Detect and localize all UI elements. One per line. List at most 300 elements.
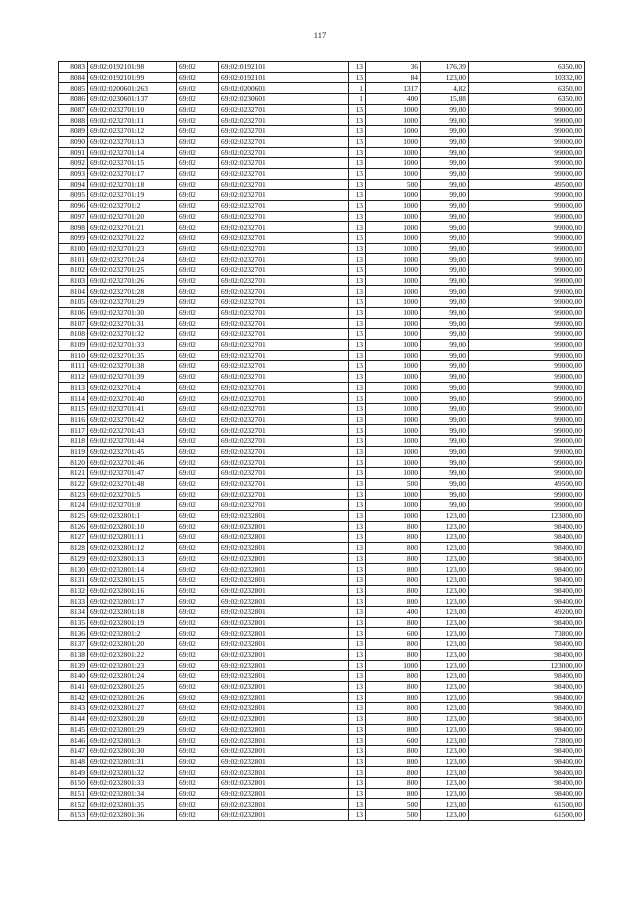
cadastral-quarter-cell: 69:02:0232701 [219,179,349,190]
table-row [59,799,585,810]
region-code-cell: 69:02 [177,200,219,211]
area-cell: 1000 [366,339,421,350]
cadastral-number-cell: 69:02:0232701:13 [88,136,177,147]
cadastral-quarter-cell: 69:02:0232701 [219,147,349,158]
table-row [59,104,585,115]
row-number-cell: 8132 [59,585,88,596]
table-row [59,158,585,169]
cadastral-quarter-cell: 69:02:0232701 [219,478,349,489]
cadastral-value-table [58,61,585,821]
cadastral-number-cell: 69:02:0232801:15 [88,575,177,586]
category-code-cell: 13 [349,243,366,254]
region-code-cell: 69:02 [177,478,219,489]
row-number-cell: 8094 [59,179,88,190]
category-code-cell: 13 [349,147,366,158]
specific-value-cell: 99,00 [421,500,469,511]
area-cell: 1000 [366,361,421,372]
region-code-cell: 69:02 [177,521,219,532]
cadastral-value-cell: 98400,00 [469,788,585,799]
row-number-cell: 8142 [59,692,88,703]
region-code-cell: 69:02 [177,778,219,789]
cadastral-number-cell: 69:02:0232801:19 [88,617,177,628]
row-number-cell: 8121 [59,468,88,479]
category-code-cell: 13 [349,510,366,521]
cadastral-quarter-cell: 69:02:0232701 [219,275,349,286]
category-code-cell: 13 [349,756,366,767]
cadastral-value-cell: 49500,00 [469,179,585,190]
row-number-cell: 8108 [59,329,88,340]
cadastral-number-cell: 69:02:0232801:33 [88,778,177,789]
table-row [59,681,585,692]
cadastral-value-cell: 99000,00 [469,307,585,318]
table-row [59,500,585,511]
area-cell: 1000 [366,489,421,500]
cadastral-value-cell: 99000,00 [469,318,585,329]
cadastral-value-cell: 49500,00 [469,478,585,489]
cadastral-value-cell: 99000,00 [469,329,585,340]
region-code-cell: 69:02 [177,393,219,404]
cadastral-value-cell: 6350,00 [469,94,585,105]
table-row [59,713,585,724]
row-number-cell: 8089 [59,126,88,137]
category-code-cell: 13 [349,585,366,596]
cadastral-number-cell: 69:02:0232701:38 [88,361,177,372]
row-number-cell: 8130 [59,564,88,575]
cadastral-value-cell: 99000,00 [469,457,585,468]
area-cell: 1000 [366,158,421,169]
specific-value-cell: 99,00 [421,104,469,115]
category-code-cell: 13 [349,671,366,682]
cadastral-number-cell: 69:02:0200601:263 [88,83,177,94]
cadastral-quarter-cell: 69:02:0232801 [219,778,349,789]
specific-value-cell: 99,00 [421,179,469,190]
table-row [59,62,585,73]
area-cell: 1000 [366,660,421,671]
table-row [59,297,585,308]
cadastral-value-cell: 98400,00 [469,596,585,607]
region-code-cell: 69:02 [177,222,219,233]
cadastral-value-cell: 98400,00 [469,532,585,543]
area-cell: 800 [366,724,421,735]
cadastral-number-cell: 69:02:0232701:11 [88,115,177,126]
specific-value-cell: 123,00 [421,703,469,714]
cadastral-value-cell: 98400,00 [469,681,585,692]
specific-value-cell: 123,00 [421,810,469,821]
cadastral-number-cell: 69:02:0232701:15 [88,158,177,169]
cadastral-number-cell: 69:02:0232701:48 [88,478,177,489]
cadastral-value-cell: 99000,00 [469,468,585,479]
row-number-cell: 8145 [59,724,88,735]
row-number-cell: 8122 [59,478,88,489]
cadastral-quarter-cell: 69:02:0232801 [219,639,349,650]
row-number-cell: 8148 [59,756,88,767]
category-code-cell: 13 [349,767,366,778]
table-row [59,468,585,479]
region-code-cell: 69:02 [177,94,219,105]
category-code-cell: 13 [349,168,366,179]
cadastral-value-cell: 98400,00 [469,778,585,789]
row-number-cell: 8106 [59,307,88,318]
specific-value-cell: 99,00 [421,382,469,393]
area-cell: 1000 [366,382,421,393]
area-cell: 1000 [366,404,421,415]
table-row [59,222,585,233]
cadastral-quarter-cell: 69:02:0232801 [219,564,349,575]
specific-value-cell: 123,00 [421,585,469,596]
cadastral-value-cell: 99000,00 [469,436,585,447]
table-row [59,553,585,564]
cadastral-number-cell: 69:02:0232801:28 [88,713,177,724]
cadastral-value-cell: 98400,00 [469,703,585,714]
table-row [59,607,585,618]
specific-value-cell: 123,00 [421,660,469,671]
area-cell: 1000 [366,243,421,254]
specific-value-cell: 123,00 [421,713,469,724]
table-row [59,393,585,404]
row-number-cell: 8097 [59,211,88,222]
specific-value-cell: 99,00 [421,371,469,382]
region-code-cell: 69:02 [177,147,219,158]
region-code-cell: 69:02 [177,126,219,137]
cadastral-quarter-cell: 69:02:0232701 [219,382,349,393]
row-number-cell: 8149 [59,767,88,778]
cadastral-quarter-cell: 69:02:0192101 [219,72,349,83]
area-cell: 500 [366,179,421,190]
table-row [59,307,585,318]
specific-value-cell: 99,00 [421,115,469,126]
region-code-cell: 69:02 [177,671,219,682]
region-code-cell: 69:02 [177,639,219,650]
area-cell: 1000 [366,468,421,479]
category-code-cell: 13 [349,778,366,789]
category-code-cell: 13 [349,500,366,511]
row-number-cell: 8098 [59,222,88,233]
area-cell: 1000 [366,168,421,179]
table-row [59,115,585,126]
cadastral-quarter-cell: 69:02:0232701 [219,307,349,318]
table-row [59,200,585,211]
category-code-cell: 13 [349,564,366,575]
region-code-cell: 69:02 [177,489,219,500]
category-code-cell: 13 [349,532,366,543]
table-row [59,628,585,639]
table-row [59,329,585,340]
area-cell: 800 [366,585,421,596]
cadastral-quarter-cell: 69:02:0232701 [219,126,349,137]
cadastral-quarter-cell: 69:02:0232801 [219,724,349,735]
table-row [59,478,585,489]
area-cell: 1000 [366,233,421,244]
category-code-cell: 13 [349,713,366,724]
row-number-cell: 8118 [59,436,88,447]
row-number-cell: 8150 [59,778,88,789]
region-code-cell: 69:02 [177,649,219,660]
specific-value-cell: 99,00 [421,136,469,147]
specific-value-cell: 99,00 [421,275,469,286]
specific-value-cell: 99,00 [421,233,469,244]
area-cell: 800 [366,639,421,650]
row-number-cell: 8136 [59,628,88,639]
category-code-cell: 13 [349,222,366,233]
row-number-cell: 8140 [59,671,88,682]
table-row [59,457,585,468]
cadastral-quarter-cell: 69:02:0232701 [219,457,349,468]
cadastral-value-cell: 73800,00 [469,735,585,746]
cadastral-quarter-cell: 69:02:0232801 [219,703,349,714]
region-code-cell: 69:02 [177,500,219,511]
specific-value-cell: 99,00 [421,350,469,361]
row-number-cell: 8138 [59,649,88,660]
area-cell: 84 [366,72,421,83]
category-code-cell: 13 [349,233,366,244]
table-row [59,136,585,147]
cadastral-number-cell: 69:02:0232701:23 [88,243,177,254]
cadastral-value-cell: 99000,00 [469,371,585,382]
area-cell: 800 [366,681,421,692]
area-cell: 1000 [366,297,421,308]
cadastral-number-cell: 69:02:0232801:36 [88,810,177,821]
table-row [59,692,585,703]
table-row [59,489,585,500]
cadastral-number-cell: 69:02:0232701:12 [88,126,177,137]
row-number-cell: 8107 [59,318,88,329]
table-row [59,446,585,457]
category-code-cell: 13 [349,446,366,457]
specific-value-cell: 99,00 [421,147,469,158]
cadastral-quarter-cell: 69:02:0232701 [219,489,349,500]
area-cell: 1000 [366,190,421,201]
cadastral-number-cell: 69:02:0232801:24 [88,671,177,682]
cadastral-number-cell: 69:02:0232801:17 [88,596,177,607]
region-code-cell: 69:02 [177,767,219,778]
table-row [59,596,585,607]
area-cell: 1000 [366,115,421,126]
row-number-cell: 8152 [59,799,88,810]
category-code-cell: 13 [349,425,366,436]
category-code-cell: 13 [349,136,366,147]
specific-value-cell: 99,00 [421,339,469,350]
category-code-cell: 13 [349,542,366,553]
table-row [59,767,585,778]
area-cell: 1000 [366,510,421,521]
table-row [59,521,585,532]
region-code-cell: 69:02 [177,564,219,575]
table-row [59,617,585,628]
specific-value-cell: 123,00 [421,510,469,521]
area-cell: 1000 [366,436,421,447]
region-code-cell: 69:02 [177,136,219,147]
cadastral-value-cell: 98400,00 [469,564,585,575]
area-cell: 800 [366,575,421,586]
cadastral-number-cell: 69:02:0232701:45 [88,446,177,457]
cadastral-value-cell: 99000,00 [469,190,585,201]
table-row [59,542,585,553]
cadastral-value-cell: 99000,00 [469,254,585,265]
table-row [59,318,585,329]
cadastral-number-cell: 69:02:0232701:10 [88,104,177,115]
region-code-cell: 69:02 [177,810,219,821]
row-number-cell: 8139 [59,660,88,671]
region-code-cell: 69:02 [177,703,219,714]
specific-value-cell: 99,00 [421,425,469,436]
cadastral-number-cell: 69:02:0232701:40 [88,393,177,404]
region-code-cell: 69:02 [177,168,219,179]
table-row [59,126,585,137]
cadastral-number-cell: 69:02:0232701:18 [88,179,177,190]
row-number-cell: 8133 [59,596,88,607]
cadastral-quarter-cell: 69:02:0232701 [219,436,349,447]
category-code-cell: 13 [349,799,366,810]
cadastral-quarter-cell: 69:02:0232701 [219,115,349,126]
region-code-cell: 69:02 [177,158,219,169]
region-code-cell: 69:02 [177,243,219,254]
specific-value-cell: 99,00 [421,361,469,372]
area-cell: 800 [366,713,421,724]
table-body [59,62,585,821]
cadastral-value-cell: 123000,00 [469,660,585,671]
area-cell: 1000 [366,126,421,137]
cadastral-number-cell: 69:02:0232701:46 [88,457,177,468]
table-row [59,510,585,521]
specific-value-cell: 99,00 [421,457,469,468]
category-code-cell: 13 [349,286,366,297]
area-cell: 800 [366,564,421,575]
category-code-cell: 13 [349,307,366,318]
area-cell: 800 [366,767,421,778]
specific-value-cell: 123,00 [421,617,469,628]
region-code-cell: 69:02 [177,318,219,329]
area-cell: 1000 [366,147,421,158]
region-code-cell: 69:02 [177,510,219,521]
row-number-cell: 8096 [59,200,88,211]
table-row [59,756,585,767]
area-cell: 800 [366,521,421,532]
category-code-cell: 13 [349,703,366,714]
specific-value-cell: 99,00 [421,446,469,457]
row-number-cell: 8112 [59,371,88,382]
cadastral-quarter-cell: 69:02:0232701 [219,158,349,169]
table-row [59,788,585,799]
category-code-cell: 13 [349,575,366,586]
area-cell: 1000 [366,307,421,318]
cadastral-quarter-cell: 69:02:0192101 [219,62,349,73]
category-code-cell: 13 [349,275,366,286]
region-code-cell: 69:02 [177,457,219,468]
cadastral-value-cell: 61500,00 [469,799,585,810]
cadastral-value-cell: 99000,00 [469,147,585,158]
cadastral-quarter-cell: 69:02:0232801 [219,596,349,607]
area-cell: 800 [366,746,421,757]
region-code-cell: 69:02 [177,596,219,607]
table-row [59,350,585,361]
area-cell: 1000 [366,500,421,511]
cadastral-value-cell: 98400,00 [469,767,585,778]
area-cell: 1000 [366,425,421,436]
category-code-cell: 13 [349,350,366,361]
cadastral-value-cell: 61500,00 [469,810,585,821]
category-code-cell: 13 [349,190,366,201]
cadastral-number-cell: 69:02:0232701:26 [88,275,177,286]
cadastral-quarter-cell: 69:02:0200601 [219,83,349,94]
region-code-cell: 69:02 [177,286,219,297]
specific-value-cell: 123,00 [421,521,469,532]
specific-value-cell: 123,00 [421,671,469,682]
area-cell: 800 [366,617,421,628]
area-cell: 1000 [366,136,421,147]
table-row [59,361,585,372]
region-code-cell: 69:02 [177,542,219,553]
row-number-cell: 8125 [59,510,88,521]
row-number-cell: 8086 [59,94,88,105]
cadastral-value-cell: 99000,00 [469,243,585,254]
cadastral-value-cell: 99000,00 [469,115,585,126]
table-row [59,436,585,447]
category-code-cell: 13 [349,457,366,468]
cadastral-quarter-cell: 69:02:0232701 [219,339,349,350]
cadastral-value-cell: 99000,00 [469,200,585,211]
cadastral-quarter-cell: 69:02:0232701 [219,200,349,211]
cadastral-quarter-cell: 69:02:0232801 [219,735,349,746]
specific-value-cell: 176,39 [421,62,469,73]
cadastral-quarter-cell: 69:02:0232801 [219,767,349,778]
specific-value-cell: 99,00 [421,404,469,415]
region-code-cell: 69:02 [177,436,219,447]
region-code-cell: 69:02 [177,233,219,244]
area-cell: 400 [366,94,421,105]
region-code-cell: 69:02 [177,104,219,115]
cadastral-value-cell: 98400,00 [469,617,585,628]
cadastral-quarter-cell: 69:02:0232801 [219,617,349,628]
cadastral-value-cell: 98400,00 [469,553,585,564]
region-code-cell: 69:02 [177,575,219,586]
region-code-cell: 69:02 [177,62,219,73]
specific-value-cell: 123,00 [421,724,469,735]
cadastral-number-cell: 69:02:0232701:19 [88,190,177,201]
row-number-cell: 8111 [59,361,88,372]
specific-value-cell: 99,00 [421,318,469,329]
specific-value-cell: 99,00 [421,158,469,169]
specific-value-cell: 123,00 [421,778,469,789]
category-code-cell: 13 [349,200,366,211]
cadastral-quarter-cell: 69:02:0232701 [219,361,349,372]
cadastral-quarter-cell: 69:02:0232701 [219,425,349,436]
area-cell: 800 [366,596,421,607]
cadastral-number-cell: 69:02:0232801:10 [88,521,177,532]
row-number-cell: 8143 [59,703,88,714]
cadastral-number-cell: 69:02:0232701:14 [88,147,177,158]
row-number-cell: 8137 [59,639,88,650]
category-code-cell: 1 [349,83,366,94]
cadastral-number-cell: 69:02:0232801:26 [88,692,177,703]
cadastral-quarter-cell: 69:02:0232701 [219,393,349,404]
row-number-cell: 8083 [59,62,88,73]
region-code-cell: 69:02 [177,713,219,724]
cadastral-quarter-cell: 69:02:0232701 [219,265,349,276]
table-row [59,168,585,179]
cadastral-number-cell: 69:02:0232701:29 [88,297,177,308]
cadastral-quarter-cell: 69:02:0232701 [219,318,349,329]
region-code-cell: 69:02 [177,607,219,618]
cadastral-quarter-cell: 69:02:0232801 [219,585,349,596]
area-cell: 1000 [366,254,421,265]
row-number-cell: 8124 [59,500,88,511]
area-cell: 800 [366,542,421,553]
category-code-cell: 13 [349,553,366,564]
area-cell: 1000 [366,446,421,457]
category-code-cell: 13 [349,788,366,799]
table-row [59,147,585,158]
cadastral-value-cell: 99000,00 [469,446,585,457]
